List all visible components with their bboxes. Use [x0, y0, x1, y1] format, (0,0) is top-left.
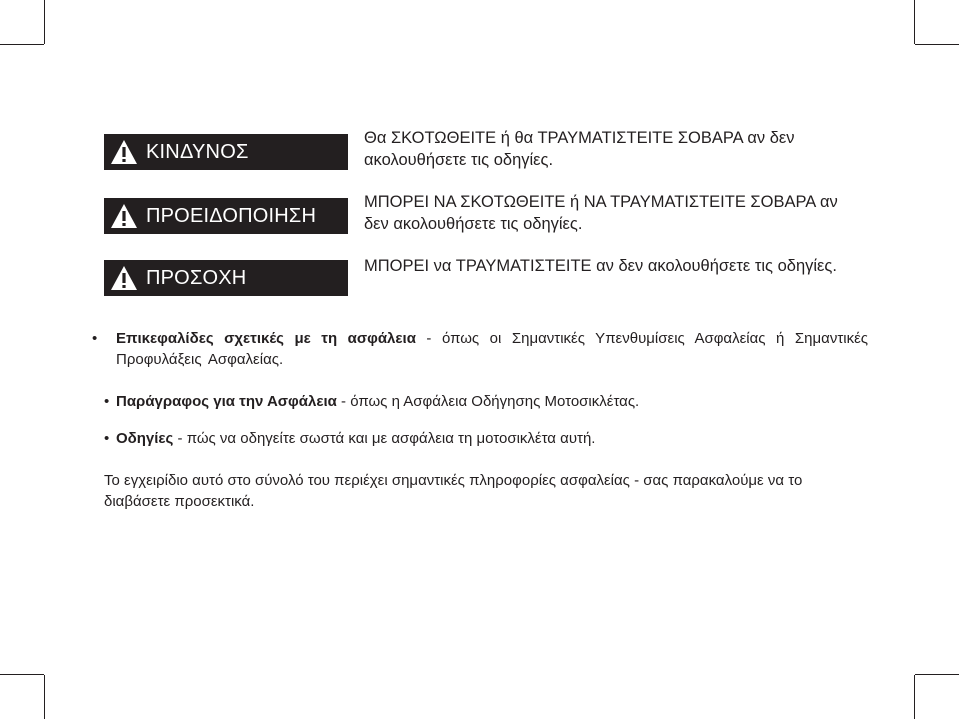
signal-label-text: ΠΡΟΣΟΧΗ — [146, 266, 247, 289]
crop-mark-bottom-left-horizontal — [0, 674, 44, 675]
bullet-text: - πώς να οδηγείτε σωστά και με ασφάλεια τη μοτοσικλέτα αυτή. — [173, 430, 596, 447]
bullet-term: Οδηγίες — [116, 430, 174, 447]
crop-mark-bottom-right-horizontal — [915, 674, 959, 675]
signal-label-warning — [104, 198, 348, 234]
bullet-term: Παράγραφος για την Ασφάλεια — [116, 393, 337, 410]
bullet-instructions — [104, 428, 856, 449]
signal-label-danger — [104, 134, 348, 170]
warning-triangle-icon — [110, 203, 138, 229]
crop-mark-bottom-right-vertical — [914, 675, 915, 719]
signal-label-text: ΚΙΝΔΥΝΟΣ — [146, 140, 249, 163]
warning-triangle-icon — [110, 139, 138, 165]
crop-mark-top-left-horizontal — [0, 44, 44, 45]
signal-label-caution — [104, 260, 348, 296]
bullet-safety-section — [104, 391, 856, 412]
signal-description-danger: Θα ΣΚΟΤΩΘΕΙΤΕ ή θα ΤΡΑΥΜΑΤΙΣΤΕΙΤΕ ΣΟΒΑΡΑ αν δεν ακολουθήσετε τις οδηγίες. — [364, 129, 795, 169]
signal-description-warning: ΜΠΟΡΕΙ ΝΑ ΣΚΟΤΩΘΕΙΤΕ ή ΝΑ ΤΡΑΥΜΑΤΙΣΤΕΙΤΕ ΣΟΒΑΡΑ αν δεν ακολουθήσετε τις οδηγίες. — [364, 193, 838, 233]
bullet-term: Επικεφαλίδες σχετικές με τη ασφάλεια — [116, 330, 416, 347]
crop-mark-top-right-horizontal — [915, 44, 959, 45]
signal-label-text: ΠΡΟΕΙΔΟΠΟΙΗΣΗ — [146, 204, 317, 227]
crop-mark-bottom-left-vertical — [44, 675, 45, 719]
bullet-text: - όπως οι Σημαντικές Υπενθυμίσεις Ασφαλείας ή Σημαντικές Προφυλάξεις Ασφαλείας. — [116, 330, 868, 368]
bullet-glyph: • — [92, 330, 98, 347]
bullet-text: - όπως η Ασφάλεια Οδήγησης Μοτοσικλέτας. — [336, 393, 640, 410]
crop-mark-top-right-vertical — [914, 0, 915, 44]
bullet-glyph: • — [104, 393, 110, 410]
bullet-glyph: • — [104, 430, 110, 447]
signal-description-caution: ΜΠΟΡΕΙ να ΤΡΑΥΜΑΤΙΣΤΕΙΤΕ αν δεν ακολουθήσετε τις οδηγίες. — [364, 257, 837, 275]
closing-paragraph: Το εγχειρίδιο αυτό στο σύνολό του περιέχει σημαντικές πληροφορίες ασφαλείας - σας παρακαλούμε να το διαβάσετε προσεκτικά. — [104, 472, 803, 510]
warning-triangle-icon — [110, 265, 138, 291]
crop-mark-top-left-vertical — [44, 0, 45, 44]
bullet-safety-headings — [92, 328, 868, 370]
